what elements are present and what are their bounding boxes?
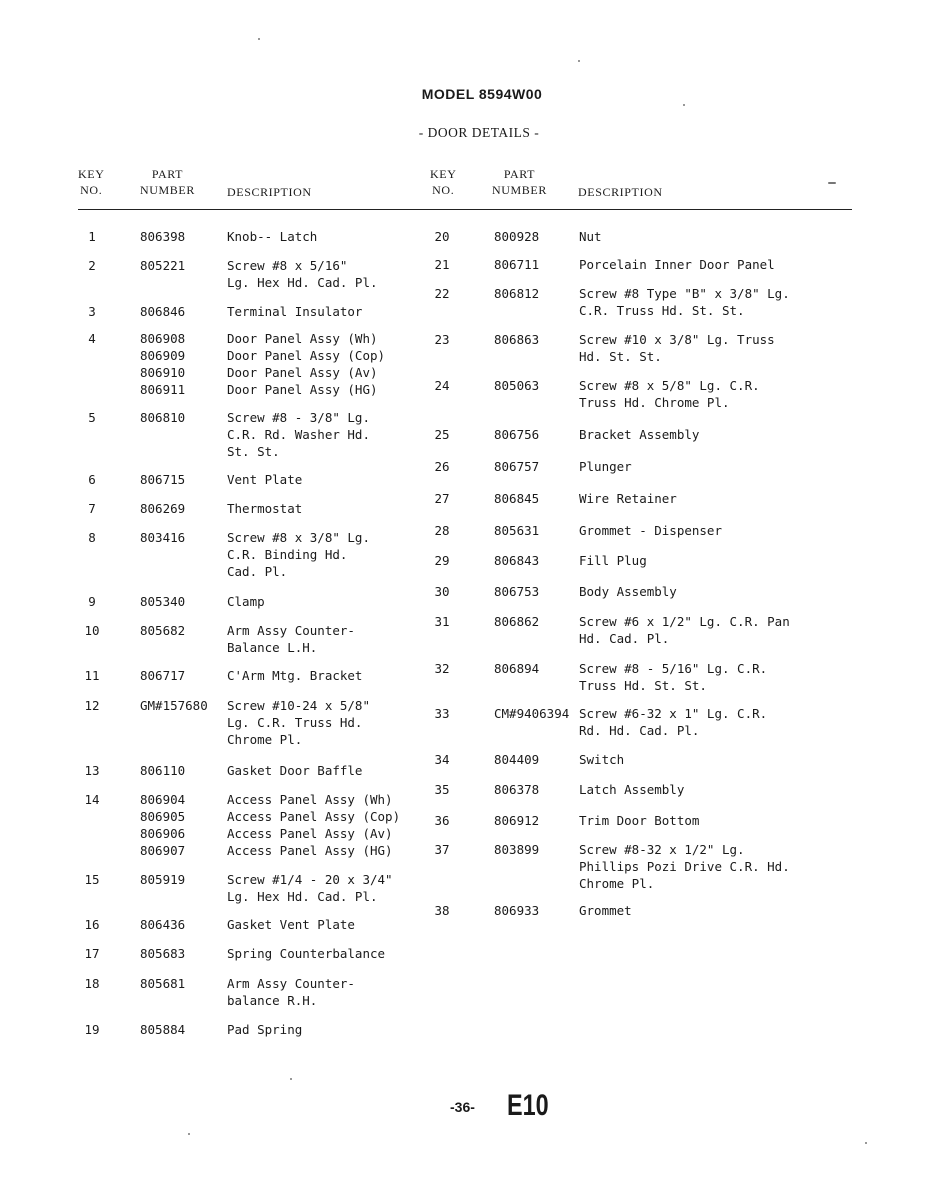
part-number: 806812	[494, 286, 540, 301]
part-description: Pad Spring	[227, 1022, 303, 1037]
part-description: Porcelain Inner Door Panel	[579, 257, 775, 272]
key-number: 20	[434, 229, 450, 244]
key-number: 29	[434, 553, 450, 568]
part-number: 805919	[140, 872, 186, 887]
part-number: 805681	[140, 976, 186, 991]
part-number: 806862	[494, 614, 540, 629]
part-description: Trim Door Bottom	[579, 813, 700, 828]
scan-speck	[258, 38, 260, 40]
part-description: Door Panel Assy (Wh) Door Panel Assy (Cop) Door Panel Assy (Av) Door Panel Assy (HG)	[227, 331, 386, 397]
part-number: 806911	[140, 382, 186, 397]
part-description: Screw #8 - 3/8" Lg. C.R. Rd. Washer Hd. St. St.	[227, 410, 370, 459]
part-description: Arm Assy Counter- Balance L.H.	[227, 623, 355, 655]
part-description: Screw #10-24 x 5/8" Lg. C.R. Truss Hd. Chrome Pl.	[227, 698, 370, 747]
part-description: Gasket Door Baffle	[227, 763, 363, 778]
model-title: MODEL 8594W00	[421, 86, 543, 102]
key-number: 31	[434, 614, 450, 629]
scan-speck	[683, 104, 685, 106]
key-number: 16	[84, 917, 100, 932]
part-description: Knob-- Latch	[227, 229, 318, 244]
right-header-part: PART NUMBER	[492, 167, 547, 197]
right-header-key: KEY NO.	[430, 167, 457, 197]
part-number: 806910	[140, 365, 186, 380]
key-number: 13	[84, 763, 100, 778]
key-number: 38	[434, 903, 450, 918]
key-number: 23	[434, 332, 450, 347]
part-number: 805683	[140, 946, 186, 961]
part-number: 803416	[140, 530, 186, 545]
part-number: 806756	[494, 427, 540, 442]
part-number: 804409	[494, 752, 540, 767]
key-number: 5	[88, 410, 96, 425]
part-number: 806269	[140, 501, 186, 516]
key-number: 22	[434, 286, 450, 301]
key-number: 34	[434, 752, 450, 767]
part-description: Grommet - Dispenser	[579, 523, 722, 538]
part-number: 806711	[494, 257, 540, 272]
part-description: Clamp	[227, 594, 265, 609]
part-number: 806715	[140, 472, 186, 487]
part-description: Screw #8 x 5/8" Lg. C.R. Truss Hd. Chrome Pl.	[579, 378, 760, 410]
key-number: 1	[88, 229, 96, 244]
key-number: 9	[88, 594, 96, 609]
part-description: Screw #10 x 3/8" Lg. Truss Hd. St. St.	[579, 332, 775, 364]
key-number: 18	[84, 976, 100, 991]
part-description: Grommet	[579, 903, 632, 918]
key-number: 12	[84, 698, 100, 713]
part-number: 805884	[140, 1022, 186, 1037]
part-number: 806846	[140, 304, 186, 319]
part-description: Screw #8 x 3/8" Lg. C.R. Binding Hd. Cad. Pl.	[227, 530, 370, 579]
part-description: Bracket Assembly	[579, 427, 700, 442]
scan-speck	[290, 1078, 292, 1080]
part-description: Access Panel Assy (Wh) Access Panel Assy (Cop) Access Panel Assy (Av) Access Panel Assy (HG)	[227, 792, 401, 858]
part-description: Thermostat	[227, 501, 303, 516]
key-number: 35	[434, 782, 450, 797]
part-number: 806894	[494, 661, 540, 676]
part-description: Plunger	[579, 459, 632, 474]
part-number: 806863	[494, 332, 540, 347]
key-number: 8	[88, 530, 96, 545]
part-description: Gasket Vent Plate	[227, 917, 355, 932]
part-description: Screw #6-32 x 1" Lg. C.R. Rd. Hd. Cad. Pl.	[579, 706, 768, 738]
part-description: C'Arm Mtg. Bracket	[227, 668, 363, 683]
key-number: 30	[434, 584, 450, 599]
part-number: 803899	[494, 842, 540, 857]
key-number: 14	[84, 792, 100, 807]
part-number: 805682	[140, 623, 186, 638]
part-number: 806933	[494, 903, 540, 918]
part-number: 806378	[494, 782, 540, 797]
key-number: 27	[434, 491, 450, 506]
part-description: Screw #8 x 5/16" Lg. Hex Hd. Cad. Pl.	[227, 258, 378, 290]
part-description: Arm Assy Counter- balance R.H.	[227, 976, 355, 1008]
part-description: Wire Retainer	[579, 491, 677, 506]
header-rule	[78, 209, 852, 210]
part-number: 806907	[140, 843, 186, 858]
part-description: Screw #8 Type "B" x 3/8" Lg. C.R. Truss Hd. St. St.	[579, 286, 790, 318]
part-description: Terminal Insulator	[227, 304, 363, 319]
part-description: Screw #6 x 1/2" Lg. C.R. Pan Hd. Cad. Pl.	[579, 614, 790, 646]
key-number: 10	[84, 623, 100, 638]
left-header-key: KEY NO.	[78, 167, 105, 197]
part-number: 806909	[140, 348, 186, 363]
left-header-part: PART NUMBER	[140, 167, 195, 197]
section-subtitle: - DOOR DETAILS -	[418, 125, 540, 140]
key-number: 19	[84, 1022, 100, 1037]
part-description: Spring Counterbalance	[227, 946, 386, 961]
part-number: 806845	[494, 491, 540, 506]
section-code: E10	[507, 1089, 549, 1122]
part-number: 806398	[140, 229, 186, 244]
key-number: 4	[88, 331, 96, 346]
key-number: 26	[434, 459, 450, 474]
part-number: 806905	[140, 809, 186, 824]
page-number: -36-	[450, 1099, 475, 1115]
part-description: Vent Plate	[227, 472, 303, 487]
key-number: 33	[434, 706, 450, 721]
scan-speck	[188, 1133, 190, 1135]
key-number: 17	[84, 946, 100, 961]
part-number: 806904	[140, 792, 186, 807]
part-description: Switch	[579, 752, 625, 767]
part-number: 806906	[140, 826, 186, 841]
part-description: Nut	[579, 229, 602, 244]
key-number: 3	[88, 304, 96, 319]
part-number: 800928	[494, 229, 540, 244]
part-number: 806717	[140, 668, 186, 683]
key-number: 24	[434, 378, 450, 393]
key-number: 36	[434, 813, 450, 828]
part-number: 806810	[140, 410, 186, 425]
part-number: 806753	[494, 584, 540, 599]
part-number: 806908	[140, 331, 186, 346]
part-description: Latch Assembly	[579, 782, 685, 797]
part-description: Body Assembly	[579, 584, 677, 599]
part-number: 806110	[140, 763, 186, 778]
part-number: 805631	[494, 523, 540, 538]
part-number: 805340	[140, 594, 186, 609]
part-description: Screw #1/4 - 20 x 3/4" Lg. Hex Hd. Cad. Pl.	[227, 872, 393, 904]
key-number: 21	[434, 257, 450, 272]
key-number: 25	[434, 427, 450, 442]
key-number: 32	[434, 661, 450, 676]
part-number: CM#9406394	[494, 706, 570, 721]
part-number: 806843	[494, 553, 540, 568]
part-description: Screw #8 - 5/16" Lg. C.R. Truss Hd. St. St.	[579, 661, 768, 693]
key-number: 2	[88, 258, 96, 273]
key-number: 37	[434, 842, 450, 857]
key-number: 6	[88, 472, 96, 487]
part-number: 805063	[494, 378, 540, 393]
part-number: 806757	[494, 459, 540, 474]
right-header-description: DESCRIPTION	[578, 185, 663, 199]
key-number: 15	[84, 872, 100, 887]
part-description: Fill Plug	[579, 553, 647, 568]
scan-speck	[578, 60, 580, 62]
part-number: 806436	[140, 917, 186, 932]
part-number: GM#157680	[140, 698, 208, 713]
scan-speck	[828, 182, 836, 184]
part-description: Screw #8-32 x 1/2" Lg. Phillips Pozi Drive C.R. Hd. Chrome Pl.	[579, 842, 790, 891]
part-number: 806912	[494, 813, 540, 828]
key-number: 11	[84, 668, 100, 683]
scan-speck	[865, 1142, 867, 1144]
part-number: 805221	[140, 258, 186, 273]
key-number: 7	[88, 501, 96, 516]
key-number: 28	[434, 523, 450, 538]
left-header-description: DESCRIPTION	[227, 185, 312, 199]
